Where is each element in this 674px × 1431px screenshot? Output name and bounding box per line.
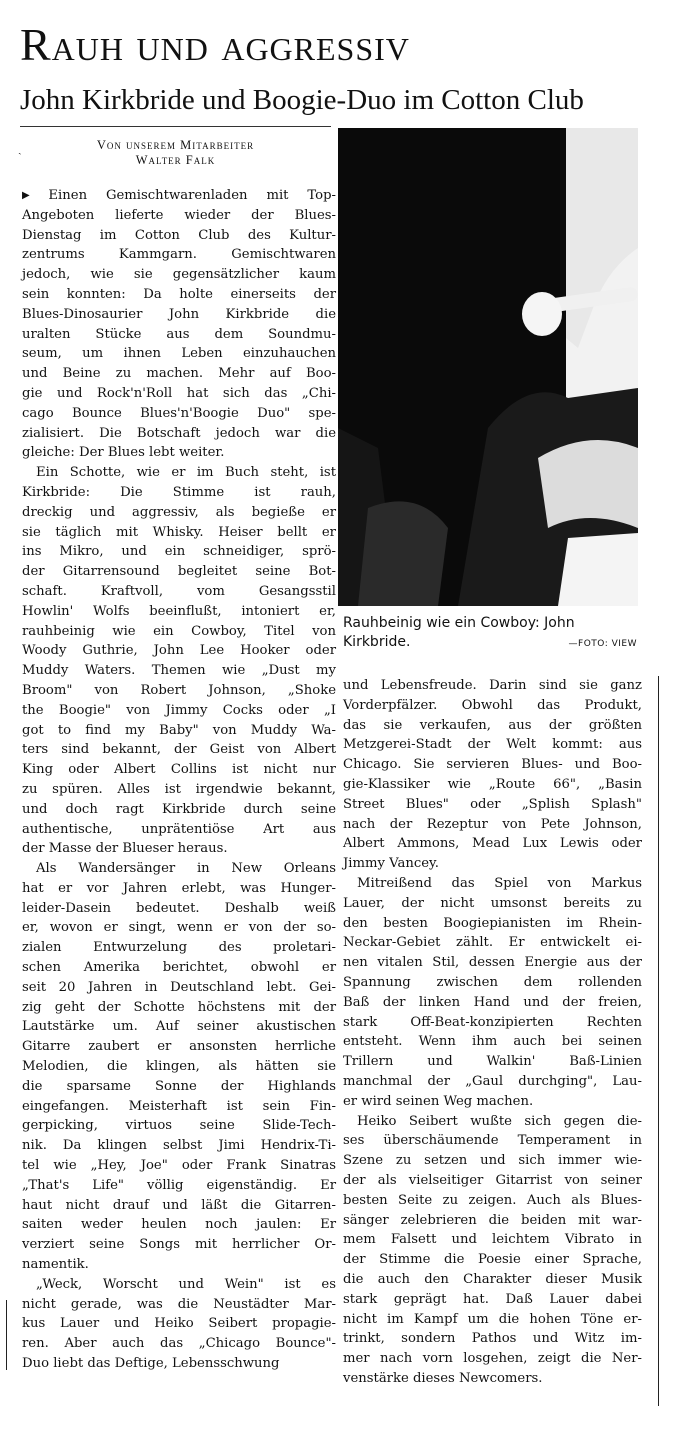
text-line: der Masse der Blueser heraus. xyxy=(22,841,228,857)
text-line: ren. Aber auch das „Chicago Bounce"- xyxy=(22,1336,336,1352)
text-line: hat er vor Jahren erlebt, was Hunger- xyxy=(22,880,336,896)
text-line: nach der Rezeptur von Pete Johnson, xyxy=(343,816,642,832)
caption-line2: Kirkbride. xyxy=(343,634,411,650)
text-line: ses überschäumende Temperament in xyxy=(343,1133,642,1149)
text-line: gerpicking, virtuos seine Slide-Tech- xyxy=(22,1118,336,1134)
text-line: stark geprägt hat. Daß Lauer dabei xyxy=(343,1291,642,1307)
text-line: Chicago. Sie servieren Blues- und Boo- xyxy=(343,757,642,773)
text-line: Neckar-Gebiet zählt. Er entwickelt ei- xyxy=(343,935,642,951)
text-line: Szene zu setzen und sich immer wie- xyxy=(343,1153,642,1169)
text-line: trinkt, sondern Pathos und Witz im- xyxy=(343,1331,642,1347)
text-line: und doch ragt Kirkbride durch seine xyxy=(22,801,336,817)
photo-graphic xyxy=(338,128,638,606)
text-line: entsteht. Wenn ihm auch bei seinen xyxy=(343,1034,642,1050)
text-line: Melodien, die klingen, als hätten sie xyxy=(22,1059,336,1075)
text-line: den besten Boogiepianisten im Rhein- xyxy=(343,915,642,931)
text-line: und Beine zu machen. Mehr auf Boo- xyxy=(22,366,336,382)
text-line: tel wie „Hey, Joe" oder Frank Sinatras xyxy=(22,1158,336,1174)
subheadline: John Kirkbride und Boogie-Duo im Cotton Club xyxy=(20,84,584,116)
text-line: Blues-Dinosaurier John Kirkbride die xyxy=(22,306,336,322)
text-line: rauhbeinig wie ein Cowboy, Titel von xyxy=(22,623,336,639)
text-line: got to find my Baby" von Muddy Wa- xyxy=(22,722,336,738)
text-line: Heiko Seibert wußte sich gegen die- xyxy=(357,1113,642,1129)
text-line: Muddy Waters. Themen wie „Dust my xyxy=(22,663,336,679)
text-line: nik. Da klingen selbst Jimi Hendrix-Ti- xyxy=(22,1138,336,1154)
article-right-column xyxy=(343,676,642,1389)
text-line: Woody Guthrie, John Lee Hooker oder xyxy=(22,643,336,659)
text-line: Lautstärke um. Auf seiner akustischen xyxy=(22,1019,336,1035)
text-line: nen vitalen Stil, dessen Energie aus der xyxy=(343,955,642,971)
text-line: Lauer, der nicht umsonst bereits zu xyxy=(343,895,642,911)
text-line: die auch den Charakter dieser Musik xyxy=(343,1271,642,1287)
text-line: „That's Life" völlig eigenständig. Er xyxy=(22,1177,336,1193)
text-line: nicht gerade, was die Neustädter Mar- xyxy=(22,1296,336,1312)
photo-caption xyxy=(343,614,643,652)
text-line: Kirkbride: Die Stimme ist rauh, xyxy=(22,484,336,500)
text-line: namentik. xyxy=(22,1257,89,1273)
text-line: Jimmy Vancey. xyxy=(343,856,439,872)
paragraph-marker-icon: ▶ xyxy=(22,190,45,201)
text-line: Angeboten lieferte wieder der Blues- xyxy=(22,207,336,223)
byline-line1: Von unserem Mitarbeiter xyxy=(96,138,255,152)
text-line: Mitreißend das Spiel von Markus xyxy=(357,875,642,891)
text-line: zialisiert. Die Botschaft jedoch war die xyxy=(22,425,336,441)
text-line: Vorderpfälzer. Obwohl das Produkt, xyxy=(343,697,642,713)
text-line: Spannung zwischen dem rollenden xyxy=(343,974,642,990)
text-line: eingefangen. Meisterhaft ist sein Fin- xyxy=(22,1098,336,1114)
text-line: Albert Ammons, Mead Lux Lewis oder xyxy=(343,836,642,852)
text-line: ▶ Einen Gemischtwarenladen mit Top- xyxy=(22,188,336,203)
tick-mark: ˎ xyxy=(18,142,22,155)
text-line: saiten weder heulen noch jaulen: Er xyxy=(22,1217,336,1233)
text-line: seit 20 Jahren in Deutschland lebt. Gei- xyxy=(22,979,336,995)
text-line: zu spüren. Alles ist irgendwie bekannt, xyxy=(22,781,336,797)
text-line: King oder Albert Collins ist nicht nur xyxy=(22,762,336,778)
text-line: uralten Stücke aus dem Soundmu- xyxy=(22,326,336,342)
article-photo xyxy=(338,128,638,606)
text-line: venstärke dieses Newcomers. xyxy=(343,1370,543,1386)
text-line: der Stimme die Poesie einer Sprache, xyxy=(343,1252,642,1268)
text-line: gleiche: Der Blues lebt weiter. xyxy=(22,445,225,461)
text-line: Als Wandersänger in New Orleans xyxy=(36,861,336,877)
caption-line1: Rauhbeinig wie ein Cowboy: John xyxy=(343,615,575,631)
text-line: stark Off-Beat-konzipierten Rechten xyxy=(343,1014,642,1030)
text-line: der Gitarrensound begleitet seine Bot- xyxy=(22,564,336,580)
text-line: cago Bounce Blues'n'Boogie Duo" spe- xyxy=(22,405,336,421)
text-line: Broom" von Robert Johnson, „Shoke xyxy=(22,682,336,698)
text-line: sänger zelebrieren die beiden mit war- xyxy=(343,1212,642,1228)
header-rule xyxy=(20,126,331,127)
text-line: sein konnten: Da holte einerseits der xyxy=(22,286,336,302)
text-line: seum, um ihnen Leben einzuhauchen xyxy=(22,346,336,362)
article-left-column xyxy=(22,186,336,1374)
text-line: ters sind bekannt, der Geist von Albert xyxy=(22,742,336,758)
text-line: Ein Schotte, wie er im Buch steht, ist xyxy=(36,465,336,481)
text-line: der als vielseitiger Gitarrist von seiner xyxy=(343,1172,642,1188)
text-line: haut nicht drauf und läßt die Gitarren- xyxy=(22,1197,336,1213)
text-line: mem Falsett und leichtem Vibrato in xyxy=(343,1232,642,1248)
text-line: authentische, unprätentiöse Art aus xyxy=(22,821,336,837)
text-line: zentrums Kammgarn. Gemischtwaren xyxy=(22,247,336,263)
text-line: Duo liebt das Deftige, Lebensschwung xyxy=(22,1356,280,1372)
text-line: Dienstag im Cotton Club des Kultur- xyxy=(22,227,336,243)
byline-author: Walter Falk xyxy=(135,153,216,167)
text-line: er, wovon er singt, wenn er von der so- xyxy=(22,920,336,936)
text-line: leider-Dasein bedeutet. Deshalb weiß xyxy=(22,900,336,916)
text-line: die sparsame Sonne der Highlands xyxy=(22,1078,336,1094)
margin-rule xyxy=(6,1300,7,1370)
text-line: gie-Klassiker wie „Route 66", „Basin xyxy=(343,776,642,792)
column-rule xyxy=(658,676,659,1406)
text-line: schen Amerika berichtet, obwohl er xyxy=(22,960,336,976)
text-line: zialen Entwurzelung des proletari- xyxy=(22,940,336,956)
byline xyxy=(20,138,331,168)
text-line: ins Mikro, und ein schneidiger, sprö- xyxy=(22,544,336,560)
text-line: kus Lauer und Heiko Seibert propagie- xyxy=(22,1316,336,1332)
text-line: nicht im Kampf um die hohen Töne er- xyxy=(343,1311,642,1327)
text-line: „Weck, Worscht und Wein" ist es xyxy=(36,1276,336,1292)
text-line: verziert seine Songs mit herrlicher Or- xyxy=(22,1237,336,1253)
text-line: jedoch, wie sie gegensätzlicher kaum xyxy=(22,267,336,283)
text-line: Gitarre zaubert er ansonsten herrliche xyxy=(22,1039,336,1055)
headline: Rauh und aggressiv xyxy=(20,19,410,70)
photo-credit: —FOTO: VIEW xyxy=(568,639,637,649)
text-line: gie und Rock'n'Roll hat sich das „Chi- xyxy=(22,385,336,401)
text-line: manchmal der „Gaul durchging", Lau- xyxy=(343,1073,642,1089)
text-line: mer nach vorn losgehen, zeigt die Ner- xyxy=(343,1351,642,1367)
text-line: sie täglich mit Whisky. Heiser bellt er xyxy=(22,524,336,540)
text-line: er wird seinen Weg machen. xyxy=(343,1093,534,1109)
text-line: besten Seite zu zeigen. Auch als Blues- xyxy=(343,1192,642,1208)
text-line: und Lebensfreude. Darin sind sie ganz xyxy=(343,678,642,693)
text-line: Street Blues" oder „Splish Splash" xyxy=(343,796,642,812)
text-line: dreckig und aggressiv, als begieße er xyxy=(22,504,336,520)
text-line: schaft. Kraftvoll, vom Gesangsstil xyxy=(22,583,336,599)
text-line: the Boogie" von Jimmy Cocks oder „I xyxy=(22,702,336,718)
text-line: das sie verkaufen, aus der größten xyxy=(343,717,642,733)
text-line: Howlin' Wolfs beeinflußt, intoniert er, xyxy=(22,603,336,619)
text-line: Trillern und Walkin' Baß-Linien xyxy=(343,1054,642,1070)
text-line: Baß der linken Hand und der freien, xyxy=(343,994,642,1010)
text-line: Metzgerei-Stadt der Welt kommt: aus xyxy=(343,737,642,753)
text-line: zig geht der Schotte höchstens mit der xyxy=(22,999,336,1015)
